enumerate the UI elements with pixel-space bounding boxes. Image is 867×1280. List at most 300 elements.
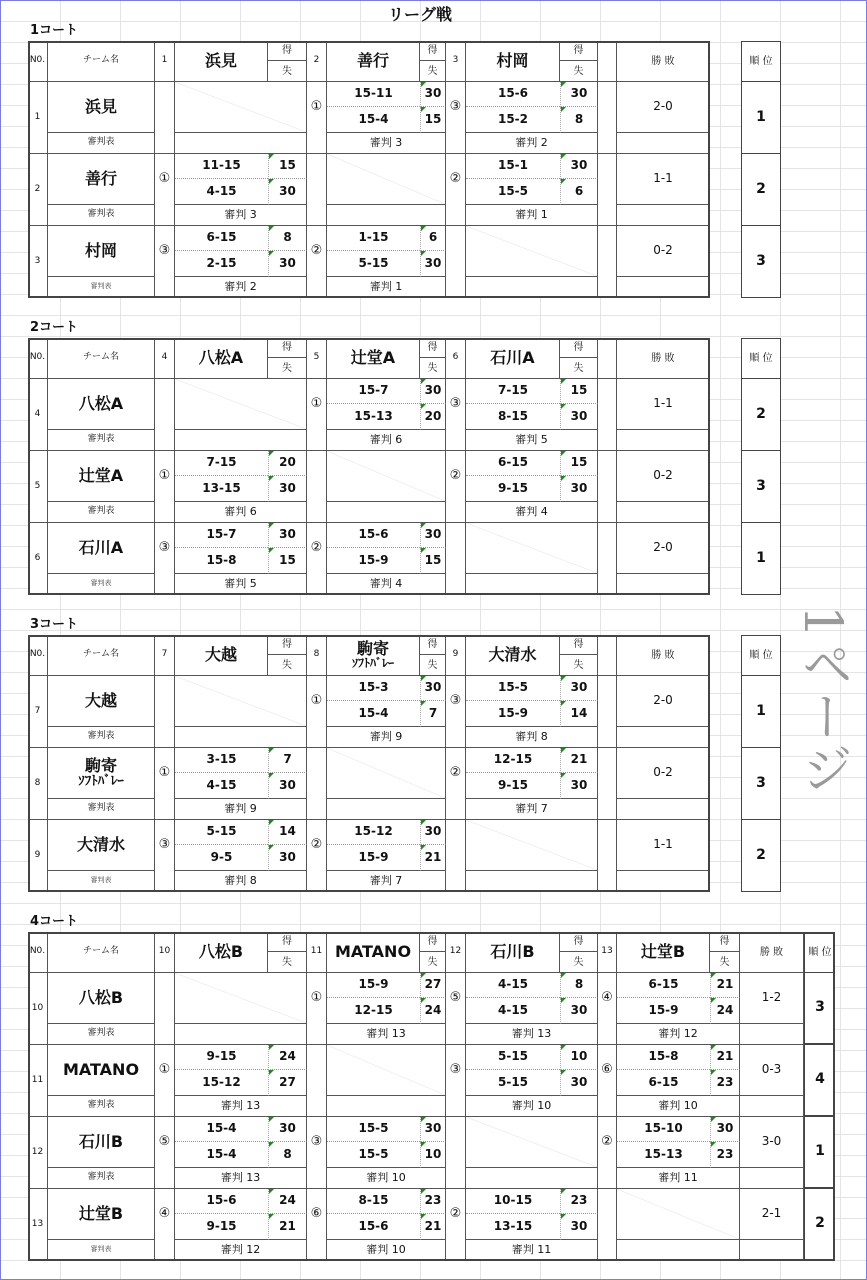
referee-empty [175, 133, 307, 154]
match-order-circle: ② [598, 1117, 617, 1189]
header-loss: 失 [420, 61, 446, 82]
referee-assignment: 審判 8 [466, 727, 598, 748]
set-score-2: 15-8 [175, 548, 268, 574]
team-name-cell [48, 676, 155, 727]
set-score-2: 4-15 [175, 179, 268, 205]
win-loss-record: 1-1 [617, 820, 710, 871]
team-number: 7 [28, 676, 48, 748]
points-lost: 30 [420, 251, 446, 277]
win-loss-empty [740, 1096, 804, 1117]
points-lost: 15 [420, 107, 446, 133]
points-lost: 7 [420, 701, 446, 727]
referee-assignment: 審判 3 [175, 205, 307, 226]
points-gained: 30 [420, 379, 446, 404]
points-gained: 30 [420, 820, 446, 845]
diagonal-blank-cell [327, 1045, 446, 1096]
header-team-name: 村岡 [496, 51, 529, 71]
referee-sheet-label: 審判表 [48, 205, 155, 226]
referee-assignment: 審判 13 [466, 1024, 598, 1045]
set-score-2: 4-15 [175, 773, 268, 799]
header-team-number: 7 [155, 635, 175, 676]
team-name: 辻堂A [78, 466, 124, 486]
spacer-cell [598, 676, 617, 748]
points-lost: 15 [420, 548, 446, 574]
team-name-cell [48, 1189, 155, 1240]
referee-sheet-label: 審判表 [48, 133, 155, 154]
win-loss-record: 2-0 [617, 82, 710, 133]
header-win-loss: 勝 敗 [617, 338, 710, 379]
team-rank: 3 [804, 973, 835, 1045]
header-win-loss: 勝 敗 [617, 41, 710, 82]
header-team-number: 11 [307, 932, 327, 973]
diagonal-blank-cell [466, 1117, 598, 1168]
set-score-2: 5-15 [327, 251, 420, 277]
header-team-name-cell [327, 338, 420, 379]
header-team-name-cell [617, 932, 710, 973]
points-lost: 30 [560, 404, 598, 430]
referee-sheet-label: 審判表 [48, 430, 155, 451]
header-gain: 得 [268, 635, 307, 655]
header-loss: 失 [560, 655, 598, 676]
set-score-1: 6-15 [617, 973, 710, 998]
header-team-name-cell [327, 635, 420, 676]
referee-sheet-label: 審判表 [48, 1168, 155, 1189]
points-lost: 6 [560, 179, 598, 205]
spacer-cell [598, 451, 617, 523]
header-gain: 得 [268, 41, 307, 61]
team-name: 村岡 [84, 241, 117, 261]
win-loss-record: 0-2 [617, 748, 710, 799]
referee-empty [327, 502, 446, 523]
header-team-name-cell [327, 41, 420, 82]
win-loss-record: 0-2 [617, 226, 710, 277]
match-order-circle: ⑥ [598, 1045, 617, 1117]
set-score-1: 5-15 [175, 820, 268, 845]
points-lost: 15 [268, 548, 307, 574]
referee-empty [175, 1024, 307, 1045]
referee-assignment: 審判 4 [466, 502, 598, 523]
header-gain: 得 [268, 338, 307, 358]
points-gained: 10 [560, 1045, 598, 1070]
set-score-2: 15-6 [327, 1214, 420, 1240]
set-score-2: 15-4 [175, 1142, 268, 1168]
team-name-cell [48, 1045, 155, 1096]
team-name: 八松A [78, 394, 124, 414]
match-order-circle: ③ [446, 1045, 466, 1117]
team-name-cell [48, 82, 155, 133]
match-order-circle: ① [307, 379, 327, 451]
match-order-circle: ③ [155, 820, 175, 892]
header-team-name: 浜見 [204, 51, 237, 71]
referee-assignment: 審判 12 [175, 1240, 307, 1261]
referee-assignment: 審判 8 [175, 871, 307, 892]
set-score-2: 15-4 [327, 701, 420, 727]
match-order-circle: ③ [446, 676, 466, 748]
referee-assignment: 審判 10 [466, 1096, 598, 1117]
team-name: 石川A [78, 538, 124, 558]
header-team-name: 辻堂B [640, 942, 686, 962]
team-rank: 2 [741, 154, 781, 226]
points-gained: 14 [268, 820, 307, 845]
header-loss: 失 [560, 952, 598, 973]
header-team-name: 駒寄 [356, 638, 389, 658]
set-score-2: 15-9 [327, 845, 420, 871]
match-order-circle: ① [155, 748, 175, 820]
team-name-cell [48, 973, 155, 1024]
spacer-cell [598, 820, 617, 892]
points-lost: 30 [560, 476, 598, 502]
points-gained: 24 [268, 1189, 307, 1214]
points-lost: 30 [560, 1070, 598, 1096]
referee-assignment: 審判 13 [327, 1024, 446, 1045]
team-rank: 1 [804, 1117, 835, 1189]
set-score-1: 3-15 [175, 748, 268, 773]
match-order-circle: ③ [446, 82, 466, 154]
match-order-circle: ⑤ [446, 973, 466, 1045]
win-loss-empty [740, 1240, 804, 1261]
points-gained: 15 [560, 379, 598, 404]
header-team-name-cell [175, 338, 268, 379]
referee-assignment: 審判 6 [327, 430, 446, 451]
set-score-1: 15-12 [327, 820, 420, 845]
diagonal-blank-cell [466, 820, 598, 871]
set-score-1: 6-15 [466, 451, 560, 476]
points-gained: 30 [268, 1117, 307, 1142]
set-score-2: 15-5 [327, 1142, 420, 1168]
win-loss-record: 0-2 [617, 451, 710, 502]
win-loss-record: 2-1 [740, 1189, 804, 1240]
header-team-number: 3 [446, 41, 466, 82]
header-team-name: 辻堂A [350, 348, 396, 368]
header-team-name: チーム名 [48, 338, 155, 379]
points-lost: 21 [268, 1214, 307, 1240]
referee-empty [466, 871, 598, 892]
header-spacer [598, 41, 617, 82]
referee-assignment: 審判 10 [327, 1168, 446, 1189]
set-score-2: 15-5 [466, 179, 560, 205]
match-order-circle: ① [155, 451, 175, 523]
team-rank: 4 [804, 1045, 835, 1117]
set-score-2: 9-15 [466, 476, 560, 502]
points-lost: 21 [420, 845, 446, 871]
team-name: 浜見 [84, 97, 117, 117]
header-team-number: 10 [155, 932, 175, 973]
referee-assignment: 審判 3 [327, 133, 446, 154]
match-order-circle: ③ [155, 226, 175, 298]
referee-assignment: 審判 1 [466, 205, 598, 226]
points-gained: 23 [420, 1189, 446, 1214]
referee-assignment: 審判 2 [175, 277, 307, 298]
set-score-1: 15-6 [466, 82, 560, 107]
match-order-circle [307, 1045, 327, 1117]
header-loss: 失 [268, 358, 307, 379]
team-name-cell [48, 1117, 155, 1168]
points-lost: 30 [560, 998, 598, 1024]
header-loss: 失 [710, 952, 740, 973]
referee-assignment: 審判 11 [617, 1168, 740, 1189]
match-order-circle: ⑤ [155, 1117, 175, 1189]
team-number: 10 [28, 973, 48, 1045]
points-gained: 30 [560, 154, 598, 179]
points-gained: 30 [710, 1117, 740, 1142]
header-team-name-cell [175, 635, 268, 676]
points-lost: 20 [420, 404, 446, 430]
points-lost: 23 [710, 1142, 740, 1168]
set-score-1: 15-3 [327, 676, 420, 701]
team-name-cell [48, 379, 155, 430]
referee-sheet-label: 審判表 [48, 502, 155, 523]
spacer-cell [598, 748, 617, 820]
win-loss-record: 3-0 [740, 1117, 804, 1168]
set-score-2: 2-15 [175, 251, 268, 277]
set-score-1: 15-5 [466, 676, 560, 701]
header-team-name: MATANO [334, 942, 412, 962]
points-lost: 30 [560, 1214, 598, 1240]
set-score-2: 5-15 [466, 1070, 560, 1096]
points-gained: 8 [268, 226, 307, 251]
header-loss: 失 [268, 655, 307, 676]
header-loss: 失 [420, 655, 446, 676]
win-loss-empty [617, 502, 710, 523]
team-rank: 3 [741, 748, 781, 820]
set-score-2: 9-15 [466, 773, 560, 799]
header-team-number: 2 [307, 41, 327, 82]
diagonal-blank-cell [327, 451, 446, 502]
points-lost: 8 [268, 1142, 307, 1168]
team-number: 9 [28, 820, 48, 892]
set-score-1: 15-1 [466, 154, 560, 179]
set-score-1: 10-15 [466, 1189, 560, 1214]
referee-assignment: 審判 6 [175, 502, 307, 523]
points-lost: 30 [268, 845, 307, 871]
referee-sheet-label: 審判表 [48, 1096, 155, 1117]
points-gained: 30 [420, 523, 446, 548]
spacer-cell [598, 379, 617, 451]
set-score-1: 15-7 [175, 523, 268, 548]
team-name: MATANO [62, 1060, 140, 1080]
team-number: 2 [28, 154, 48, 226]
set-score-2: 15-13 [617, 1142, 710, 1168]
header-team-number: 12 [446, 932, 466, 973]
referee-assignment: 審判 9 [327, 727, 446, 748]
spacer-cell [598, 523, 617, 595]
set-score-1: 15-6 [327, 523, 420, 548]
match-order-circle [155, 82, 175, 154]
team-name-cell [48, 820, 155, 871]
team-number: 5 [28, 451, 48, 523]
points-gained: 15 [268, 154, 307, 179]
set-score-2: 15-9 [466, 701, 560, 727]
referee-assignment: 審判 7 [466, 799, 598, 820]
win-loss-record: 2-0 [617, 523, 710, 574]
court-label: 1コート [30, 22, 79, 38]
diagonal-blank-cell [466, 523, 598, 574]
referee-empty [466, 1168, 598, 1189]
set-score-1: 15-6 [175, 1189, 268, 1214]
team-number: 13 [28, 1189, 48, 1261]
set-score-2: 15-9 [617, 998, 710, 1024]
points-gained: 30 [420, 1117, 446, 1142]
referee-assignment: 審判 13 [175, 1168, 307, 1189]
points-lost: 27 [268, 1070, 307, 1096]
set-score-2: 6-15 [617, 1070, 710, 1096]
set-score-1: 12-15 [466, 748, 560, 773]
win-loss-empty [740, 1168, 804, 1189]
win-loss-record: 0-3 [740, 1045, 804, 1096]
win-loss-empty [740, 1024, 804, 1045]
team-number: 12 [28, 1117, 48, 1189]
points-lost: 21 [420, 1214, 446, 1240]
header-spacer [598, 338, 617, 379]
match-order-circle [446, 523, 466, 595]
team-name: 駒寄 [84, 756, 117, 776]
header-team-name-cell [175, 932, 268, 973]
win-loss-empty [617, 430, 710, 451]
diagonal-blank-cell [175, 676, 307, 727]
match-order-circle [446, 1117, 466, 1189]
set-score-2: 4-15 [466, 998, 560, 1024]
diagonal-blank-cell [175, 973, 307, 1024]
referee-assignment: 審判 5 [175, 574, 307, 595]
header-team-name-cell [466, 41, 560, 82]
match-order-circle [307, 154, 327, 226]
set-score-2: 9-5 [175, 845, 268, 871]
match-order-circle [598, 1189, 617, 1261]
header-gain: 得 [420, 41, 446, 61]
referee-sheet-label: 審判表 [48, 1024, 155, 1045]
team-rank: 3 [741, 226, 781, 298]
header-spacer [598, 635, 617, 676]
set-score-1: 15-8 [617, 1045, 710, 1070]
match-order-circle: ② [307, 523, 327, 595]
set-score-1: 15-5 [327, 1117, 420, 1142]
header-team-name: 八松A [198, 348, 244, 368]
points-gained: 21 [710, 1045, 740, 1070]
referee-assignment: 審判 2 [466, 133, 598, 154]
referee-assignment: 審判 5 [466, 430, 598, 451]
page-title: リーグ戦 [387, 5, 452, 24]
header-team-name: 大越 [204, 645, 237, 665]
referee-empty [175, 430, 307, 451]
header-team-name-cell [466, 338, 560, 379]
header-gain: 得 [560, 338, 598, 358]
win-loss-empty [617, 133, 710, 154]
set-score-1: 11-15 [175, 154, 268, 179]
diagonal-blank-cell [327, 748, 446, 799]
team-rank: 3 [741, 451, 781, 523]
team-number: 4 [28, 379, 48, 451]
header-team-number: 6 [446, 338, 466, 379]
match-order-circle: ③ [307, 1117, 327, 1189]
set-score-2: 13-15 [175, 476, 268, 502]
points-gained: 6 [420, 226, 446, 251]
referee-assignment: 審判 10 [617, 1096, 740, 1117]
team-name-cell [48, 154, 155, 205]
referee-empty [466, 277, 598, 298]
points-lost: 24 [420, 998, 446, 1024]
team-name-sub: ｿﾌﾄﾊﾞﾚｰ [78, 773, 124, 789]
points-gained: 21 [560, 748, 598, 773]
diagonal-blank-cell [327, 154, 446, 205]
set-score-1: 7-15 [175, 451, 268, 476]
team-rank: 2 [804, 1189, 835, 1261]
points-lost: 10 [420, 1142, 446, 1168]
set-score-1: 15-4 [175, 1117, 268, 1142]
match-order-circle: ② [446, 451, 466, 523]
win-loss-empty [617, 727, 710, 748]
header-loss: 失 [560, 61, 598, 82]
diagonal-blank-cell [617, 1189, 740, 1240]
header-rank: 順 位 [741, 338, 781, 379]
match-order-circle: ② [446, 748, 466, 820]
diagonal-blank-cell [175, 82, 307, 133]
set-score-1: 8-15 [327, 1189, 420, 1214]
win-loss-record: 1-1 [617, 379, 710, 430]
points-gained: 7 [268, 748, 307, 773]
header-loss: 失 [420, 952, 446, 973]
header-team-name-cell [175, 41, 268, 82]
points-gained: 30 [560, 676, 598, 701]
win-loss-empty [617, 799, 710, 820]
team-name-cell [48, 226, 155, 277]
referee-assignment: 審判 11 [466, 1240, 598, 1261]
points-lost: 30 [268, 179, 307, 205]
team-rank: 1 [741, 82, 781, 154]
team-name: 大清水 [76, 835, 125, 855]
match-order-circle: ④ [598, 973, 617, 1045]
diagonal-blank-cell [175, 379, 307, 430]
set-score-1: 1-15 [327, 226, 420, 251]
set-score-2: 15-4 [327, 107, 420, 133]
points-lost: 30 [268, 773, 307, 799]
referee-sheet-label: 審判表 [48, 871, 155, 892]
team-rank: 2 [741, 379, 781, 451]
header-team-name: 石川B [490, 942, 535, 962]
match-order-circle: ③ [446, 379, 466, 451]
team-number: 8 [28, 748, 48, 820]
header-team-number: 4 [155, 338, 175, 379]
header-gain: 得 [560, 635, 598, 655]
referee-sheet-label: 審判表 [48, 574, 155, 595]
match-order-circle: ③ [155, 523, 175, 595]
team-number: 6 [28, 523, 48, 595]
points-gained: 21 [710, 973, 740, 998]
set-score-1: 9-15 [175, 1045, 268, 1070]
header-no: N0. [28, 338, 48, 379]
set-score-2: 12-15 [327, 998, 420, 1024]
points-gained: 24 [268, 1045, 307, 1070]
points-gained: 30 [560, 82, 598, 107]
points-gained: 30 [420, 82, 446, 107]
set-score-1: 7-15 [466, 379, 560, 404]
header-gain: 得 [268, 932, 307, 952]
team-name: 大越 [84, 691, 117, 711]
header-win-loss: 勝 敗 [740, 932, 804, 973]
header-gain: 得 [560, 932, 598, 952]
referee-assignment: 審判 7 [327, 871, 446, 892]
referee-sheet-label: 審判表 [48, 277, 155, 298]
team-name-cell [48, 748, 155, 799]
spacer-cell [598, 226, 617, 298]
points-lost: 30 [560, 773, 598, 799]
set-score-2: 15-12 [175, 1070, 268, 1096]
match-order-circle: ④ [155, 1189, 175, 1261]
match-order-circle: ⑥ [307, 1189, 327, 1261]
header-team-name: 善行 [356, 51, 389, 71]
referee-empty [327, 1096, 446, 1117]
match-order-circle: ② [446, 154, 466, 226]
team-name: 辻堂B [78, 1204, 124, 1224]
